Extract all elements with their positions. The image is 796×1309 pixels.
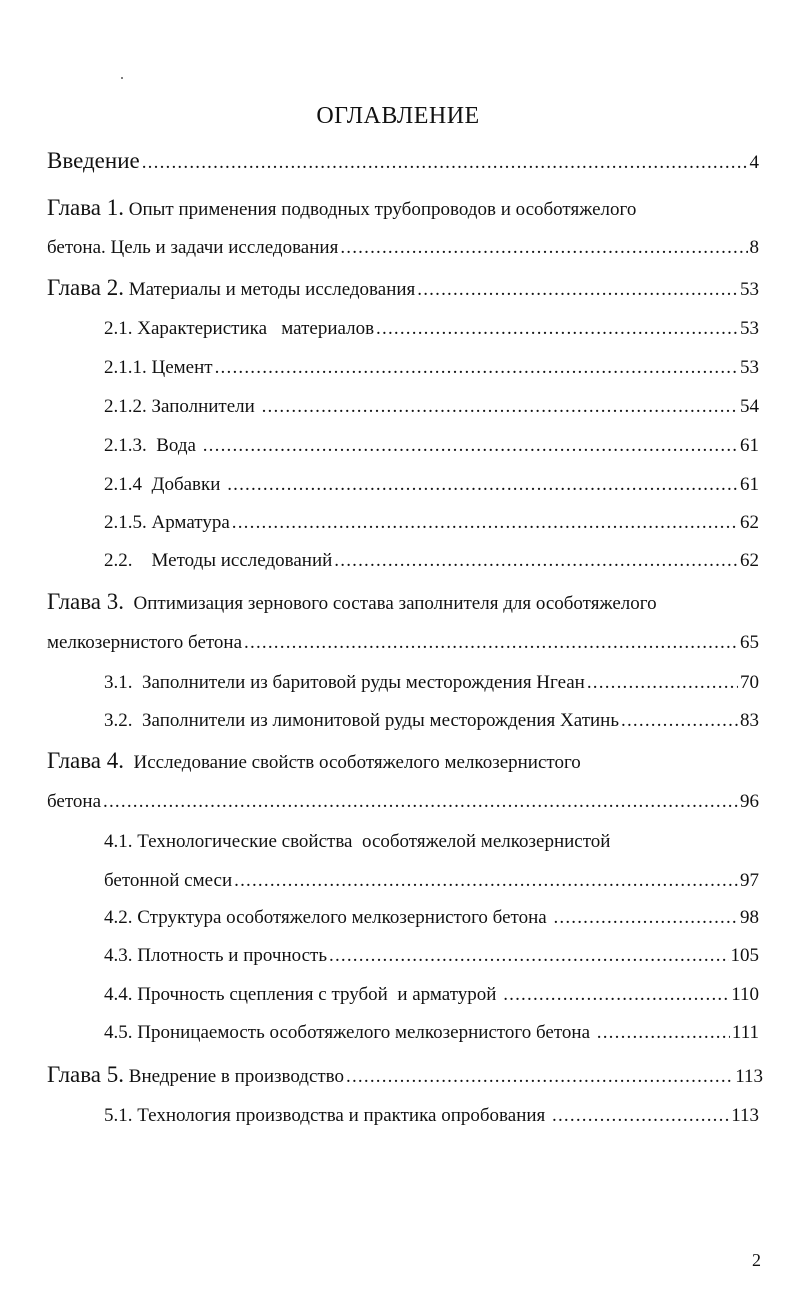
leader-dots xyxy=(227,473,738,497)
toc-entry-label: 4.3. Плотность и прочность xyxy=(104,945,327,966)
toc-entry-label: бетона xyxy=(47,791,102,812)
toc-entry-chapter-4[interactable] xyxy=(47,749,581,775)
chapter-label: Глава 4. xyxy=(47,748,125,773)
toc-page-number: 97 xyxy=(740,870,759,891)
toc-entry-3-2[interactable] xyxy=(104,709,759,733)
toc-page-number: 62 xyxy=(740,512,759,533)
toc-entry-4-1-cont[interactable] xyxy=(104,869,759,893)
toc-entry-label: Введение xyxy=(47,148,140,173)
toc-entry-label: 4.5. Проницаемость особотяжелого мелкозернистого бетона xyxy=(104,1022,595,1043)
toc-entry-chapter-2[interactable] xyxy=(47,276,759,302)
toc-entry-chapter-4-cont[interactable] xyxy=(47,790,759,814)
toc-entry-label: 4.2. Структура особотяжелого мелкозернистого бетона xyxy=(104,907,552,928)
toc-entry-label: бетонной смеси xyxy=(104,870,233,891)
toc-page-number: 53 xyxy=(740,279,759,300)
toc-entry-4-1[interactable] xyxy=(104,830,610,854)
toc-entry-label: 2.1.5. Арматура xyxy=(104,512,230,533)
toc-page-number: 4 xyxy=(749,152,759,173)
toc-page-number: 61 xyxy=(740,435,759,456)
toc-entry-2-1[interactable] xyxy=(104,317,759,341)
scan-speck xyxy=(121,77,123,79)
toc-entry-2-1-4[interactable] xyxy=(104,473,759,497)
toc-page-number: 105 xyxy=(730,945,759,966)
toc-entry-label: 2.1.4 Добавки xyxy=(104,474,226,495)
toc-entry-label: 3.1. Заполнители из баритовой руды месторождения Нгеан xyxy=(104,672,585,693)
chapter-title: Опыт применения подводных трубопроводов и особотяжелого xyxy=(124,199,637,220)
leader-dots xyxy=(340,236,747,260)
toc-page-number: 61 xyxy=(740,474,759,495)
chapter-label: Глава 2. xyxy=(47,275,125,300)
toc-entry-4-5[interactable] xyxy=(104,1021,759,1045)
leader-dots xyxy=(234,869,738,893)
toc-entry-2-1-3[interactable] xyxy=(104,434,759,458)
leader-dots xyxy=(329,944,729,968)
leader-dots xyxy=(142,151,748,175)
leader-dots xyxy=(103,790,738,814)
toc-entry-chapter-1[interactable] xyxy=(47,196,636,222)
leader-dots xyxy=(553,906,738,930)
toc-entry-4-4[interactable] xyxy=(104,983,759,1007)
toc-entry-chapter-3[interactable] xyxy=(47,590,657,616)
toc-entry-2-2[interactable] xyxy=(104,549,759,573)
leader-dots xyxy=(262,395,738,419)
toc-page-number: 98 xyxy=(740,907,759,928)
leader-dots xyxy=(417,278,738,302)
toc-page-number: 53 xyxy=(740,357,759,378)
toc-entry-label: 2.2. Методы исследований xyxy=(104,550,333,571)
leader-dots xyxy=(215,356,738,380)
chapter-title: Внедрение в производство xyxy=(124,1066,345,1087)
chapter-title: Исследование свойств особотяжелого мелкозернистого xyxy=(124,752,581,773)
toc-page-number: 113 xyxy=(731,1105,759,1126)
leader-dots xyxy=(503,983,729,1007)
toc-entry-label: 5.1. Технология производства и практика опробования xyxy=(104,1105,551,1126)
toc-entry-introduction[interactable] xyxy=(47,149,759,175)
toc-page-number: 96 xyxy=(740,791,759,812)
toc-entry-chapter-1-cont[interactable] xyxy=(47,236,759,260)
leader-dots xyxy=(232,511,738,535)
toc-page-number: 70 xyxy=(740,672,759,693)
toc-page-number: 65 xyxy=(740,632,759,653)
toc-entry-4-2[interactable] xyxy=(104,906,759,930)
chapter-title: Материалы и методы исследования xyxy=(124,279,416,300)
leader-dots xyxy=(203,434,738,458)
toc-entry-3-1[interactable] xyxy=(104,671,759,695)
toc-entry-label: бетона. Цель и задачи исследования xyxy=(47,237,339,258)
chapter-label: Глава 1. xyxy=(47,195,125,220)
toc-entry-4-3[interactable] xyxy=(104,944,759,968)
chapter-label: Глава 3. xyxy=(47,589,125,614)
toc-entry-label: 4.4. Прочность сцепления с трубой и арматурой xyxy=(104,984,502,1005)
chapter-title: Оптимизация зернового состава заполнителя для особотяжелого xyxy=(124,593,657,614)
chapter-label: Глава 5. xyxy=(47,1062,125,1087)
toc-page-number: 54 xyxy=(740,396,759,417)
toc-entry-label: 2.1. Характеристика материалов xyxy=(104,318,375,339)
page-number: 2 xyxy=(752,1250,761,1270)
toc-entry-label: 2.1.3. Вода xyxy=(104,435,201,456)
toc-entry-chapter-5[interactable] xyxy=(47,1063,763,1089)
toc-entry-label: 2.1.1. Цемент xyxy=(104,357,213,378)
leader-dots xyxy=(587,671,738,695)
toc-page-number: 53 xyxy=(740,318,759,339)
page-title: ОГЛАВЛЕНИЕ xyxy=(316,103,480,129)
toc-page-number: 83 xyxy=(740,710,759,731)
toc-page-number: 111 xyxy=(731,1022,759,1043)
leader-dots xyxy=(552,1104,729,1128)
toc-entry-5-1[interactable] xyxy=(104,1104,759,1128)
toc-entry-chapter-3-cont[interactable] xyxy=(47,631,759,655)
toc-entry-label: 2.1.2. Заполнители xyxy=(104,396,260,417)
toc-entry-label: 3.2. Заполнители из лимонитовой руды месторождения Хатинь xyxy=(104,710,620,731)
leader-dots xyxy=(597,1021,730,1045)
leader-dots xyxy=(334,549,738,573)
toc-page-number: 62 xyxy=(740,550,759,571)
toc-entry-2-1-1[interactable] xyxy=(104,356,759,380)
leader-dots xyxy=(376,317,738,341)
toc-entry-label: мелкозернистого бетона xyxy=(47,632,243,653)
toc-page-number: 110 xyxy=(731,984,759,1005)
toc-entry-2-1-2[interactable] xyxy=(104,395,759,419)
leader-dots xyxy=(244,631,738,655)
toc-page-number: 8 xyxy=(749,237,759,258)
leader-dots xyxy=(346,1065,733,1089)
leader-dots xyxy=(621,709,738,733)
toc-entry-label: 4.1. Технологические свойства особотяжелой мелкозернистой xyxy=(104,831,611,852)
toc-page-number: 113 xyxy=(735,1066,763,1087)
toc-entry-2-1-5[interactable] xyxy=(104,511,759,535)
